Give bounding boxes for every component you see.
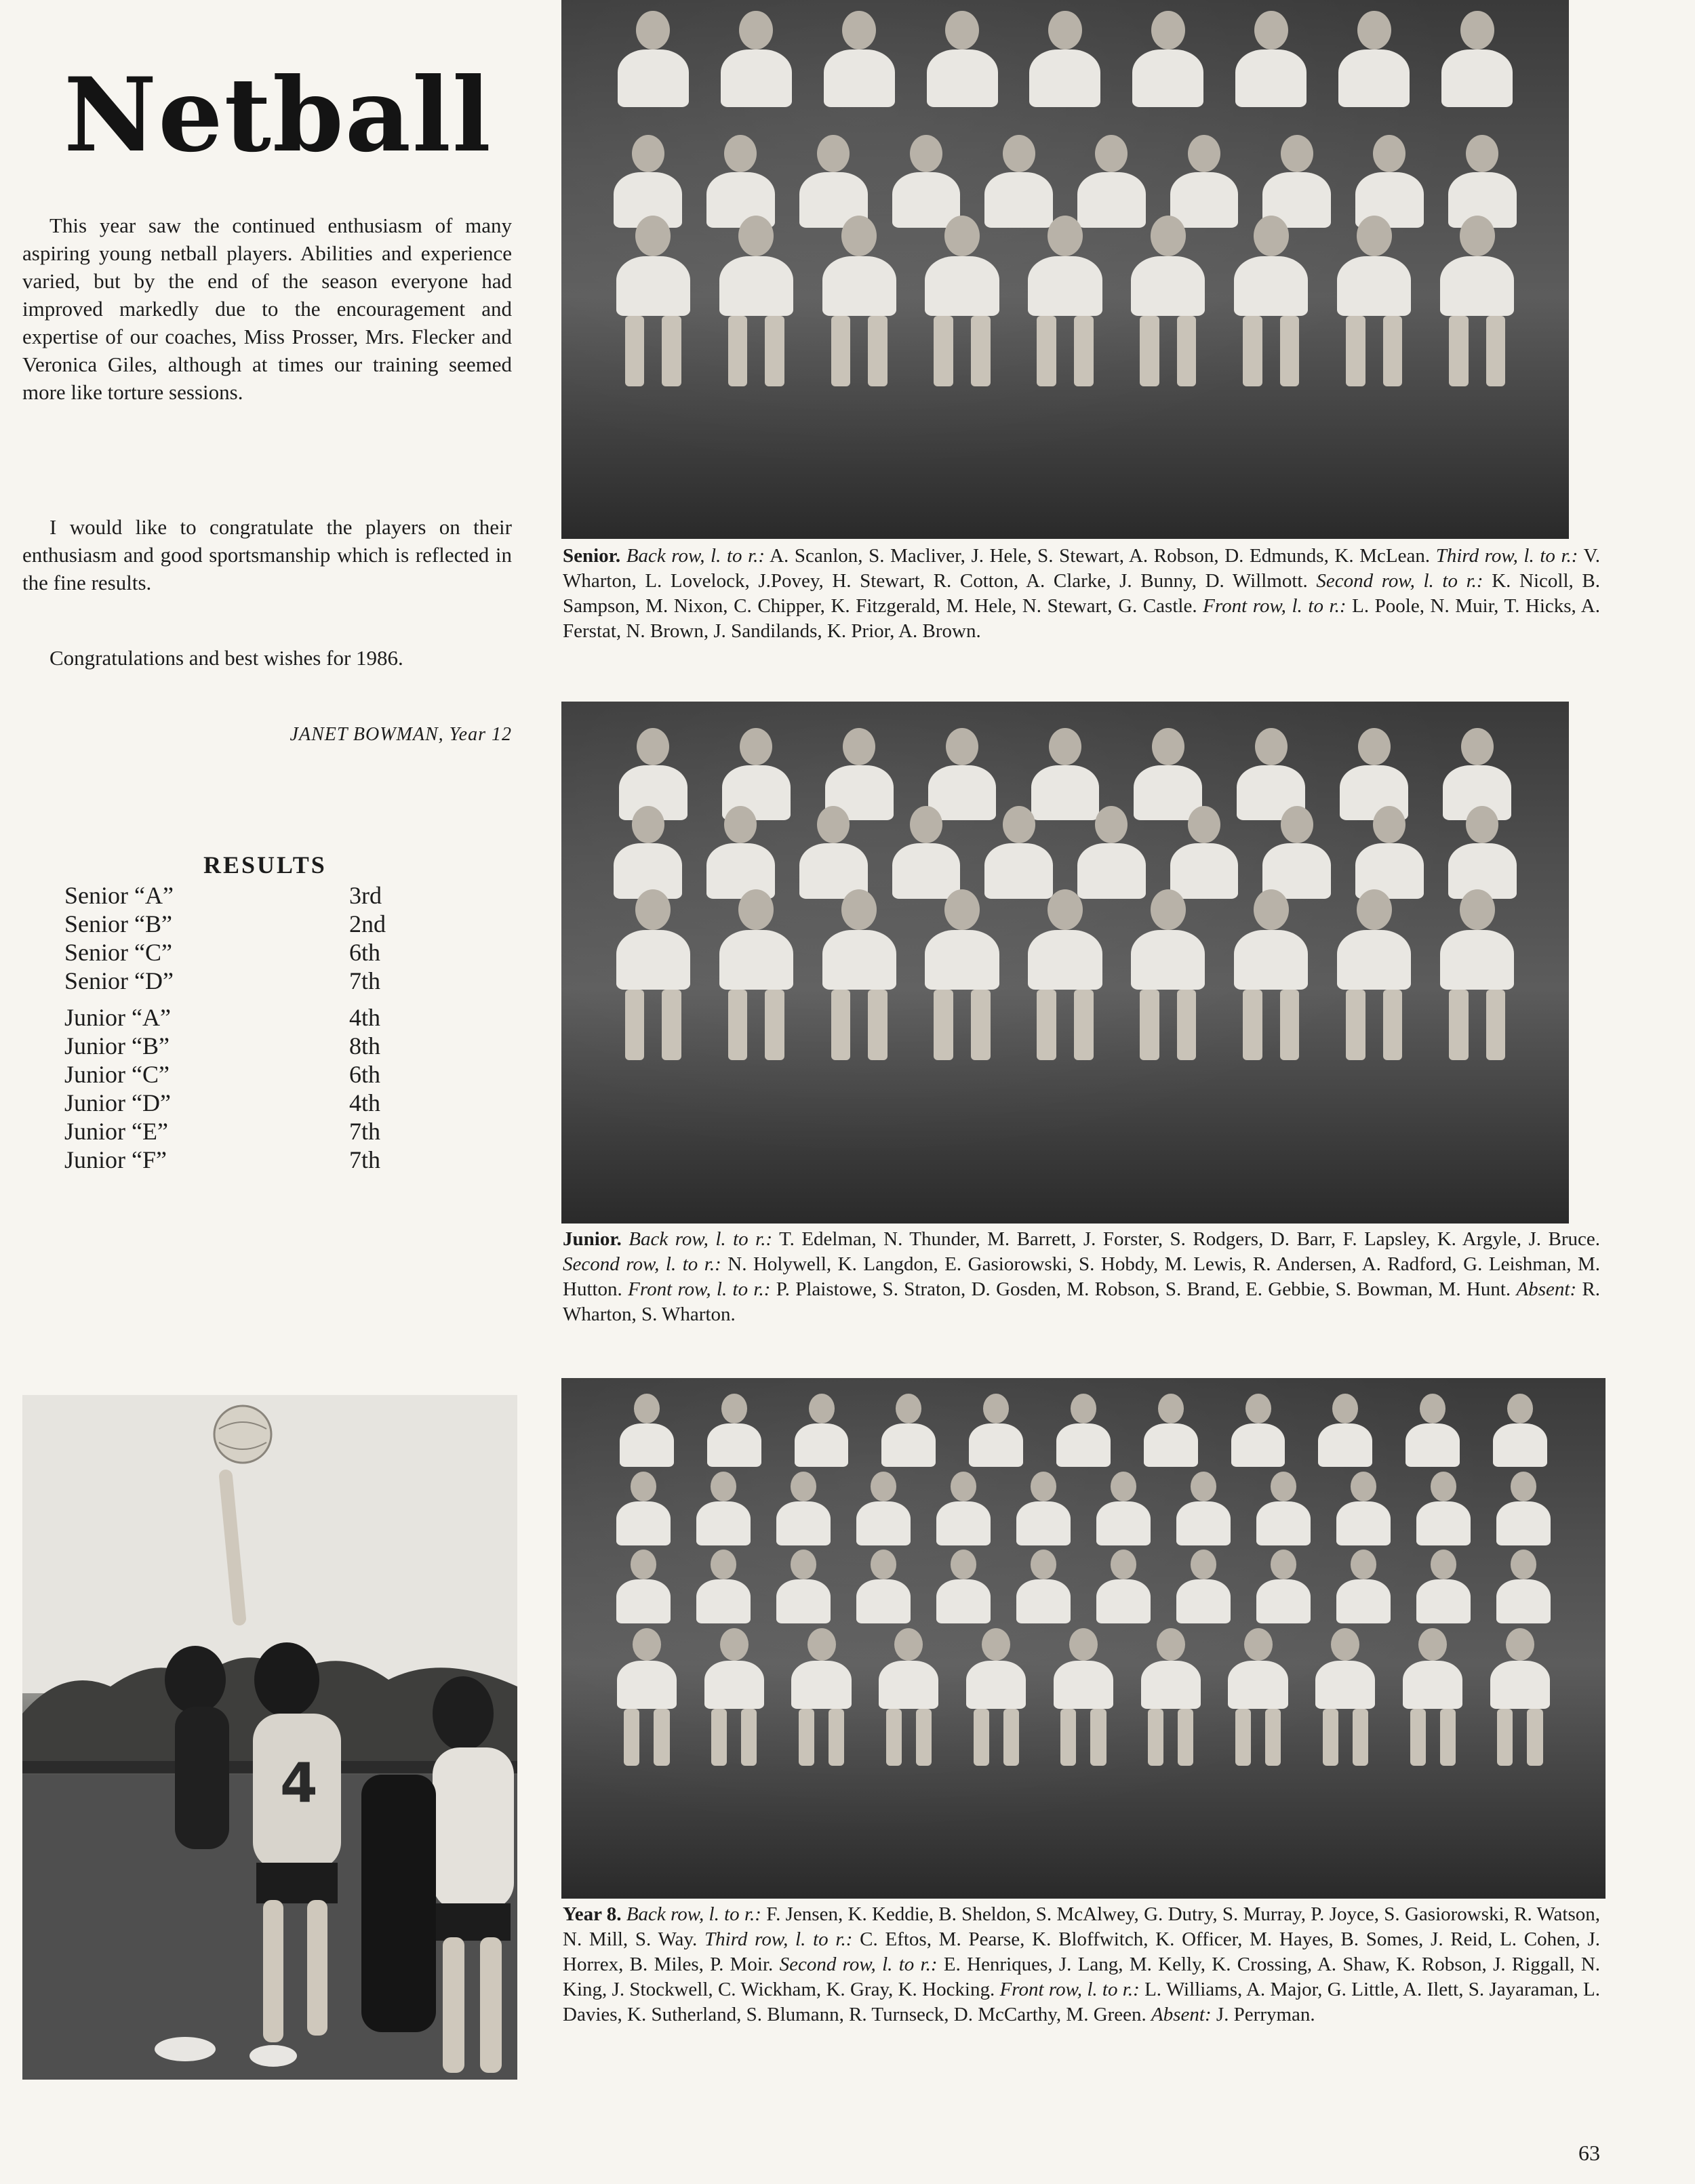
team-member-figure [799,806,868,899]
team-member-figure [1176,1472,1231,1545]
team-member-figure [856,1550,911,1623]
team-member-figure [1336,1472,1391,1545]
team-member-figure [1448,806,1517,899]
action-photo-illustration [22,1395,517,2080]
team-member-figure [892,135,961,228]
team-member-figure [1337,216,1411,386]
results-heading: RESULTS [203,851,327,878]
team-member-figure [1315,1628,1375,1766]
team-member-figure [925,216,999,386]
team-member-figure [969,1394,1023,1467]
result-row: Senior “A” 3rd [64,882,382,909]
team-member-figure [721,11,792,108]
team-member-figure [704,1628,764,1766]
photo-row [601,135,1528,228]
team-member-figure [719,889,793,1060]
photo-row [603,1472,1564,1545]
result-row: Junior “D” 4th [64,1089,381,1116]
team-member-figure [1490,1628,1550,1766]
team-member-figure [1256,1550,1311,1623]
team-member-figure [824,11,895,108]
senior-team-photo [561,0,1569,539]
team-member-figure [1336,1550,1391,1623]
team-member-figure [1338,11,1410,108]
team-member-figure [1016,1472,1071,1545]
year8-caption: Year 8. Back row, l. to r.: F. Jensen, K. Keddie, B. Sheldon, S. McAlwey, G. Dutry, S. Murray, P. Joyce, S. Gasiorowski, R. Watson, N. Mill, S. Way. Third row, l. to r.: C. Eftos, M. Pearse, K. Bloffwitch, K. Officer, M. Hayes, B. Somes, J. Reid, L. Cohen, J. Horrex, B. Miles, P. Moir. Second row, l. to r.: E. Henriques, J. Lang, M. Kelly, K. Crossing, A. Shaw, K. Robson, J. Riggall, N. King, J. Stockwell, C. Wickham, K. Gray, K. Hocking. Front row, l. to r.: L. Williams, A. Major, G. Little, A. Ilett, S. Jayaraman, L. Davies, K. Sutherland, S. Blumann, R. Turnseck, D. McCarthy, M. Green. Absent: J. Perryman. [563,1903,1601,2025]
netball-ball-icon [214,1406,271,1463]
photo-row [603,1628,1564,1766]
result-row: Senior “D” 7th [64,967,381,994]
intro-paragraph-3: Congratulations and best wishes for 1986. [49,646,403,670]
result-row: Junior “A” 4th [64,1004,381,1031]
intro-paragraph-2: I would like to congratulate the players on their enthusiasm and good sportsmanship which is reflected in the fine results. [22,515,512,594]
page-number: 63 [1578,2141,1600,2165]
team-member-figure [856,1472,911,1545]
team-member-figure [892,806,961,899]
team-member-figure [1056,1394,1111,1467]
team-member-figure [616,1472,671,1545]
team-member-figure [1132,11,1203,108]
photo-row [601,889,1528,1060]
team-member-figure [1262,806,1331,899]
team-member-figure [1416,1472,1471,1545]
team-member-figure [1441,11,1513,108]
team-member-figure [1256,1472,1311,1545]
team-member-figure [706,135,775,228]
team-member-figure [927,11,998,108]
team-member-figure [620,1394,674,1467]
team-member-figure [1170,135,1239,228]
team-member-figure [1440,889,1514,1060]
photo-row [603,1394,1564,1467]
team-member-figure [1355,806,1424,899]
team-member-figure [1228,1628,1288,1766]
year8-team-photo [561,1378,1606,1899]
team-member-figure [1355,135,1424,228]
team-member-figure [719,216,793,386]
team-member-figure [617,1628,677,1766]
team-member-figure [966,1628,1026,1766]
junior-caption: Junior. Back row, l. to r.: T. Edelman, N. Thunder, M. Barrett, J. Forster, S. Rodgers, D. Barr, F. Lapsley, K. Argyle, J. Bruce. Second row, l. to r.: N. Holywell, K. Langdon, E. Gasiorowski, S. Hobdy, M. Lewis, R. Andersen, A. Radford, G. Leishman, M. Hutton. Front row, l. to r.: P. Plaistowe, S. Straton, D. Gosden, M. Robson, S. Brand, E. Gebbie, S. Bowman, M. Hunt. Absent: R. Wharton, S. Wharton. [563,1228,1601,1325]
team-member-figure [1496,1550,1551,1623]
team-member-figure [984,806,1053,899]
team-member-figure [1416,1550,1471,1623]
team-member-figure [879,1628,938,1766]
team-member-figure [822,216,896,386]
team-member-figure [791,1628,851,1766]
team-member-figure [822,889,896,1060]
team-member-figure [1054,1628,1113,1766]
photo-row [603,1550,1564,1623]
result-row: Junior “E” 7th [64,1118,381,1145]
results-table [64,881,444,1174]
team-member-figure [799,135,868,228]
photo-row [601,806,1528,899]
team-member-figure [1028,216,1102,386]
page-title: Netball [64,56,492,175]
team-member-figure [1235,11,1307,108]
result-row: Senior “C” 6th [64,939,381,966]
team-member-figure [776,1550,831,1623]
senior-caption: Senior. Back row, l. to r.: A. Scanlon, S. Macliver, J. Hele, S. Stewart, A. Robson, D. Edmunds, K. McLean. Third row, l. to r.: V. Wharton, L. Lovelock, J.Povey, H. Stewart, R. Cotton, A. Clarke, J. Bunny, D. Willmott. Second row, l. to r.: K. Nicoll, B. Sampson, M. Nixon, C. Chipper, K. Fitzgerald, M. Hele, N. Stewart, G. Castle. Front row, l. to r.: L. Poole, N. Muir, T. Hicks, A. Ferstat, N. Brown, J. Sandilands, K. Prior, A. Brown. [563,545,1601,642]
team-member-figure [616,889,690,1060]
team-member-figure [1403,1628,1462,1766]
team-member-figure [1405,1394,1460,1467]
team-member-figure [1231,1394,1285,1467]
team-member-figure [1144,1394,1198,1467]
team-member-figure [1496,1472,1551,1545]
result-row: Junior “C” 6th [64,1061,381,1088]
result-row: Junior “B” 8th [64,1032,381,1059]
author-credit: JANET BOWMAN, Year 12 [290,724,512,745]
junior-team-photo [561,702,1569,1224]
team-member-figure [1141,1628,1201,1766]
team-member-figure [1234,216,1308,386]
team-member-figure [1028,889,1102,1060]
team-member-figure [1337,889,1411,1060]
team-member-figure [614,135,682,228]
team-member-figure [936,1550,991,1623]
team-member-figure [696,1550,751,1623]
team-member-figure [706,806,775,899]
netball-action-photo [22,1395,517,2080]
team-member-figure [1176,1550,1231,1623]
team-member-figure [1493,1394,1547,1467]
team-member-figure [1318,1394,1372,1467]
photo-row [601,216,1528,386]
team-member-figure [925,889,999,1060]
intro-paragraph-1: This year saw the continued enthusiasm of many aspiring young netball players. Abilities and experience varied, but by the end of the season everyone had improved markedly due to the encouragement and expertise of our coaches, Miss Prosser, Mrs. Flecker and Veronica Giles, although at times our training seemed more like torture sessions. [22,214,512,404]
team-member-figure [984,135,1053,228]
team-member-figure [614,806,682,899]
team-member-figure [1077,135,1146,228]
photo-row [601,11,1528,108]
team-member-figure [1096,1550,1151,1623]
team-member-figure [1131,889,1205,1060]
team-member-figure [1131,216,1205,386]
team-member-figure [1029,11,1100,108]
team-member-figure [1096,1472,1151,1545]
team-member-figure [881,1394,936,1467]
result-row: Senior “B” 2nd [64,910,386,937]
team-member-figure [795,1394,849,1467]
svg-text:4: 4 [280,1752,318,1815]
result-row: Junior “F” 7th [64,1146,381,1173]
team-member-figure [776,1472,831,1545]
team-member-figure [616,216,690,386]
team-member-figure [1234,889,1308,1060]
team-member-figure [1440,216,1514,386]
team-member-figure [936,1472,991,1545]
team-member-figure [1262,135,1331,228]
team-member-figure [616,1550,671,1623]
team-member-figure [696,1472,751,1545]
team-member-figure [1016,1550,1071,1623]
team-member-figure [1077,806,1146,899]
team-member-figure [1448,135,1517,228]
team-member-figure [707,1394,761,1467]
team-member-figure [1170,806,1239,899]
team-member-figure [618,11,689,108]
